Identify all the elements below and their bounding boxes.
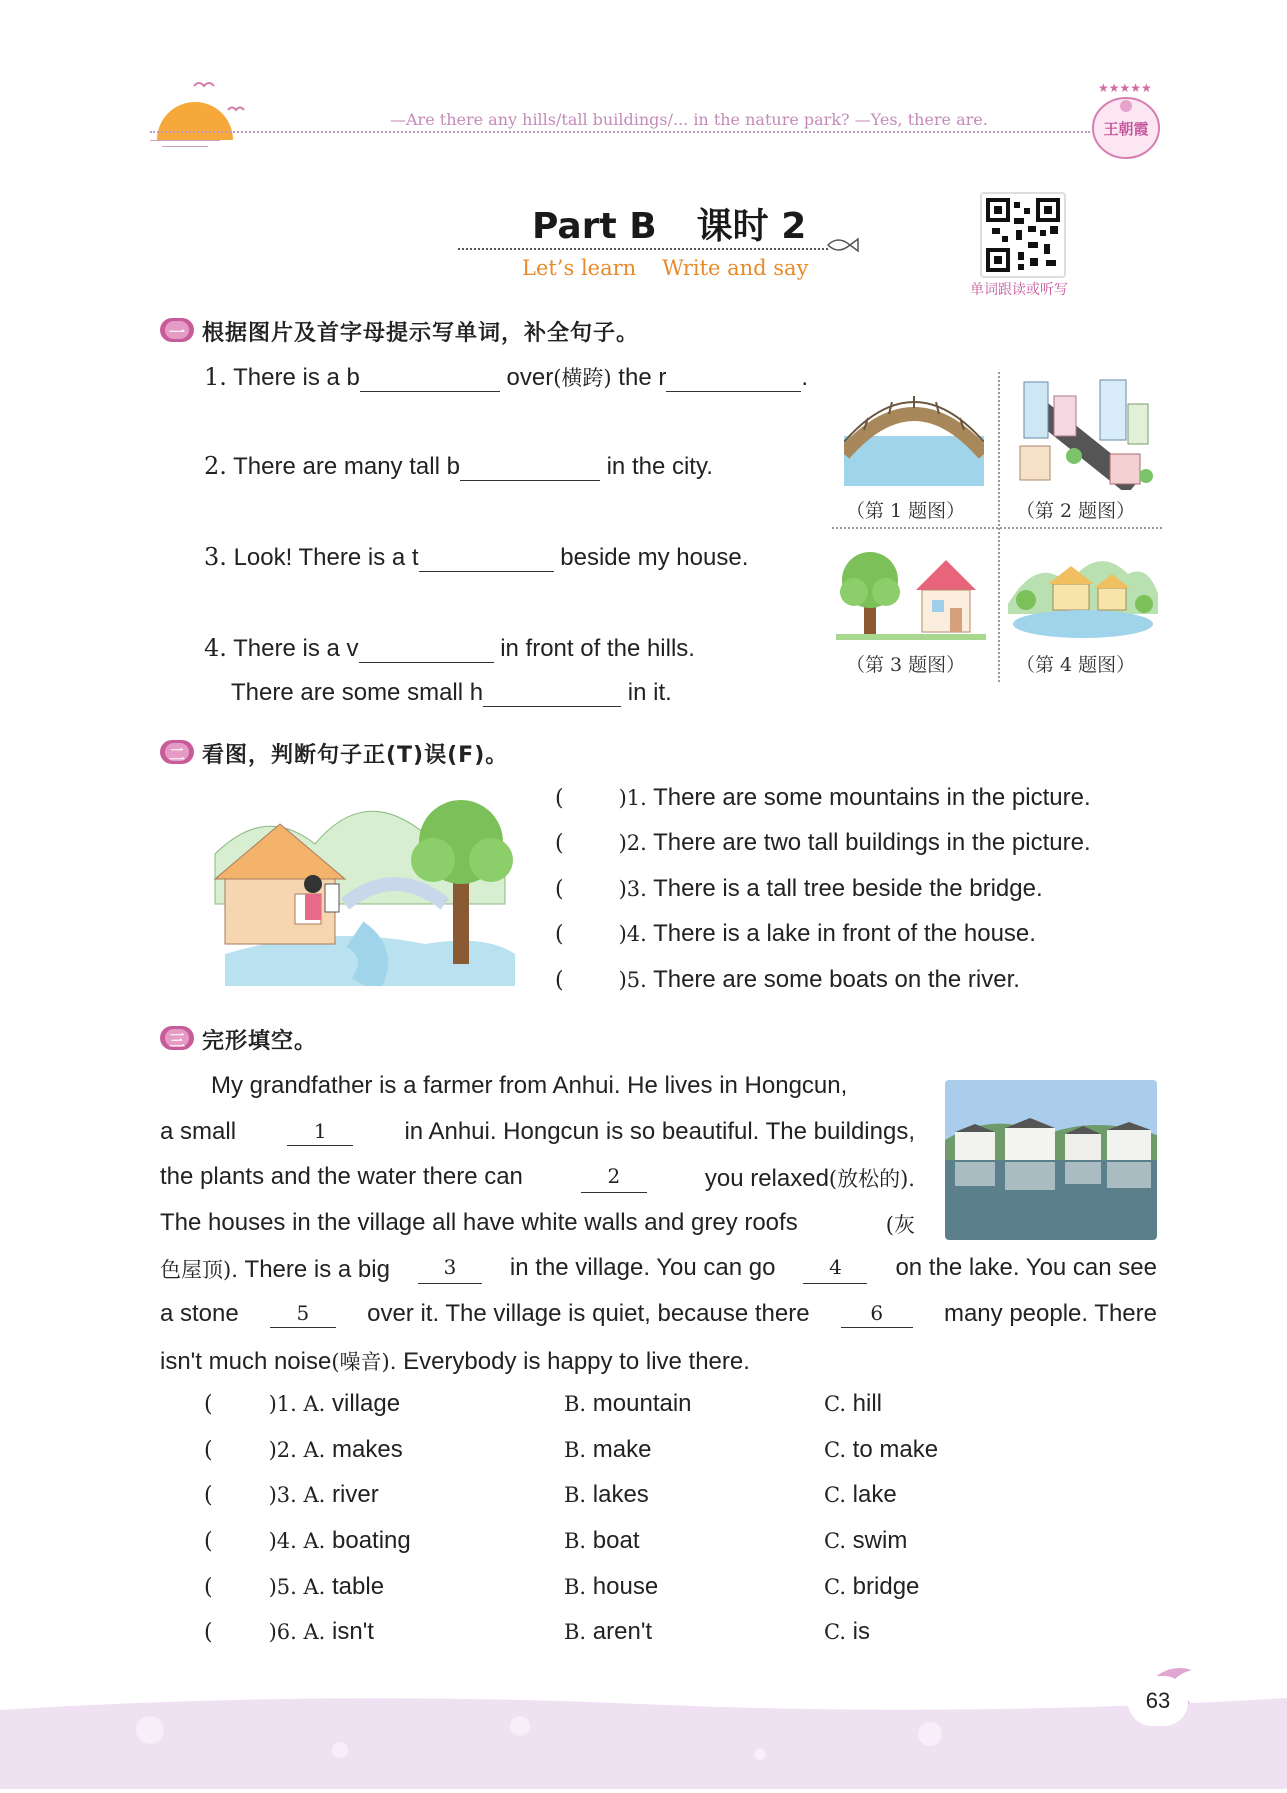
s1-q2: 2. There are many tall b in the city. (204, 452, 713, 480)
s1-q4b: There are some small h in it. (231, 679, 672, 706)
tf-answer-5[interactable] (564, 970, 619, 994)
caption-4: （第 4 题图） (1016, 654, 1136, 676)
sun-lines (150, 140, 220, 152)
footer-band (0, 1690, 1287, 1789)
s1-q3: 3. Look! There is a t beside my house. (204, 543, 749, 571)
passage-line-3: the plants and the water there can 2 you relaxed(放松的). (160, 1163, 915, 1192)
q4-blank-v[interactable] (359, 638, 494, 663)
q1-blank-b[interactable] (360, 367, 500, 392)
tree-house-image (836, 550, 986, 646)
option-row-6: ( )6. A. isn't B. aren't C. is (204, 1618, 871, 1645)
city-image (1014, 376, 1154, 494)
q1-blank-r[interactable] (666, 367, 801, 392)
tf-item-3: ( )3. There is a tall tree beside the bridge. (555, 875, 1043, 902)
section3-title: 完形填空。 (202, 1029, 318, 1054)
cloze-blank-3[interactable]: 3 (418, 1254, 482, 1284)
fish-icon (826, 234, 860, 260)
s1-q4: 4. There is a v in front of the hills. (204, 634, 695, 662)
title-subtitle (522, 256, 808, 280)
caption-1: （第 1 题图） (846, 500, 966, 522)
section1-badge: 一 (160, 318, 194, 342)
tf-answer-4[interactable] (564, 924, 619, 948)
qr-code[interactable] (980, 192, 1066, 278)
village-image (1008, 544, 1158, 648)
tf-answer-1[interactable] (564, 788, 619, 812)
option-row-5: ( )5. A. table B. house C. bridge (204, 1573, 920, 1600)
title-lesson: 课时 2 (696, 206, 807, 247)
tf-item-2: ( )2. There are two tall buildings in the picture. (555, 829, 1091, 856)
cloze-blank-4[interactable]: 4 (803, 1254, 867, 1284)
qr-caption: 单词跟读或听写 (970, 282, 1068, 298)
q2-blank[interactable] (460, 456, 600, 481)
header-dotted-rule (150, 131, 1090, 133)
passage-line-6: a stone 5 over it. The village is quiet, because there 6 many people. There (160, 1300, 1157, 1327)
section3-badge: 三 (160, 1026, 194, 1050)
tf-answer-2[interactable] (564, 833, 619, 857)
brand-name: 王朝霞 (1103, 120, 1149, 138)
passage-line-7: isn't much noise(噪音). Everybody is happy to live there. (160, 1348, 750, 1375)
option-row-4: ( )4. A. boating B. boat C. swim (204, 1527, 908, 1554)
scene-image (205, 784, 525, 990)
title-part: Part B (532, 206, 657, 247)
cloze-blank-6[interactable]: 6 (841, 1300, 913, 1328)
section1-title: 根据图片及首字母提示写单词，补全句子。 (202, 321, 640, 346)
section2-badge: 二 (160, 740, 194, 764)
passage-line-2: a small 1 in Anhui. Hongcun is so beautiful. The buildings, (160, 1118, 915, 1145)
bridge-image (844, 384, 984, 490)
s1-q1: 1. There is a b over(横跨) the r . (204, 363, 808, 391)
tf-answer-3[interactable] (564, 879, 619, 903)
brand-seal (1090, 80, 1162, 162)
tf-item-5: ( )5. There are some boats on the river. (555, 966, 1020, 993)
subtitle-lets-learn: Let’s learn (522, 256, 637, 280)
section2-title: 看图，判断句子正(T)误(F)。 (202, 743, 509, 768)
header-running-text: —Are there any hills/tall buildings/... in the nature park? —Yes, there are. (390, 110, 988, 129)
page-number: 63 (1128, 1676, 1188, 1726)
svg-text:★★★★★: ★★★★★ (1098, 81, 1152, 95)
hongcun-photo (945, 1080, 1157, 1240)
q3-blank[interactable] (419, 547, 554, 572)
q4-blank-h[interactable] (483, 682, 621, 707)
option-row-1: ( )1. A. village B. mountain C. hill (204, 1390, 883, 1417)
picture-grid (832, 372, 1162, 682)
cloze-blank-2[interactable]: 2 (581, 1163, 647, 1193)
passage-line-5: 色屋顶). There is a big 3 in the village. You can go 4 on the lake. You can see (160, 1254, 1157, 1283)
grid-hline (832, 527, 1162, 529)
bird-icon (192, 80, 252, 124)
cloze-blank-5[interactable]: 5 (270, 1300, 336, 1328)
page-title (532, 198, 806, 249)
subtitle-write-and-say: Write and say (662, 256, 809, 280)
title-dotted-rule (458, 248, 828, 250)
cloze-blank-1[interactable]: 1 (287, 1118, 353, 1146)
passage-line-1: My grandfather is a farmer from Anhui. He lives in Hongcun, (211, 1072, 848, 1099)
caption-3: （第 3 题图） (846, 654, 966, 676)
option-row-3: ( )3. A. river B. lakes C. lake (204, 1481, 897, 1508)
tf-item-4: ( )4. There is a lake in front of the house. (555, 920, 1036, 947)
passage-line-4: The houses in the village all have white walls and grey roofs (灰 (160, 1209, 915, 1237)
tf-item-1: ( )1. There are some mountains in the picture. (555, 784, 1091, 811)
caption-2: （第 2 题图） (1016, 500, 1136, 522)
option-row-2: ( )2. A. makes B. make C. to make (204, 1436, 939, 1463)
